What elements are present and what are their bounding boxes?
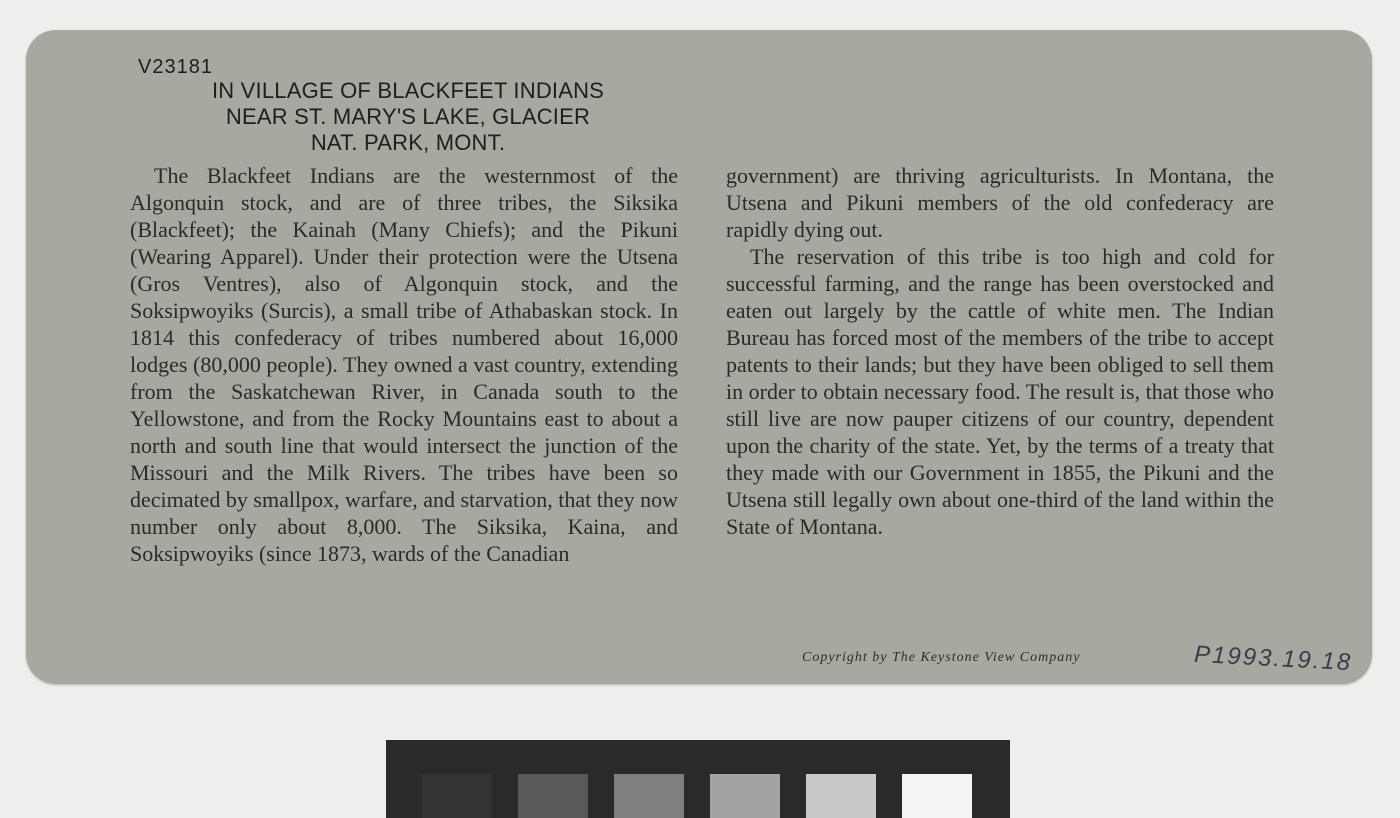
description-column-right xyxy=(726,162,1274,540)
gray-swatch xyxy=(614,774,684,818)
description-paragraph: The reservation of this tribe is too high and cold for successful farming, and the range has been overstocked and eaten out largely by the cattle of white men. The Indian Bureau has forced most of the members of the tribe to accept patents to their lands; but they have been obliged to sell them in order to obtain necessary food. The result is, that those who still live are now pauper citizens of our country, dependent upon the charity of the state. Yet, by the terms of a treaty that they made with our Government in 1855, the Pikuni and the Utsena still legally own about one-third of the land within the State of Montana. xyxy=(726,244,1274,539)
card-title xyxy=(128,78,688,156)
catalog-number: V23181 xyxy=(138,56,213,78)
gray-swatch xyxy=(806,774,876,818)
description-column-left xyxy=(130,162,678,567)
gray-swatch xyxy=(710,774,780,818)
title-line: IN VILLAGE OF BLACKFEET INDIANS xyxy=(211,78,605,103)
title-line: NEAR ST. MARY'S LAKE, GLACIER xyxy=(225,104,591,129)
description-paragraph: government) are thriving agriculturists. In Montana, the Utsena and Pikuni members of the old confederacy are rapidly dying out. xyxy=(726,163,1274,242)
copyright-notice: Copyright by The Keystone View Company xyxy=(802,650,1081,665)
gray-swatch xyxy=(902,774,972,818)
color-calibration-strip xyxy=(386,740,1010,818)
gray-swatch xyxy=(518,774,588,818)
gray-swatch xyxy=(422,774,492,818)
description-paragraph: The Blackfeet Indians are the westernmost of the Algonquin stock, and are of three tribes, the Siksika (Blackfeet); the Kainah (Many Chiefs); and the Pikuni (Wearing Apparel). Under their protection were the Utsena (Gros Ventres), also of Algonquin stock, and the Soksipwoyiks (Surcis), a small tribe of Athabaskan stock. In 1814 this confederacy of tribes numbered about 16,000 lodges (80,000 people). They owned a vast country, extending from the Saskatchewan River, in Canada south to the Yellowstone, and from the Rocky Mountains east to about a north and south line that would intersect the junction of the Missouri and the Milk Rivers. The tribes have been so decimated by smallpox, warfare, and starvation, that they now number only about 8,000. The Siksika, Kaina, and Soksipwoyiks (since 1873, wards of the Canadian xyxy=(130,163,678,566)
title-line: NAT. PARK, MONT. xyxy=(310,130,506,155)
accession-number: P1993.19.18 xyxy=(1193,640,1353,677)
